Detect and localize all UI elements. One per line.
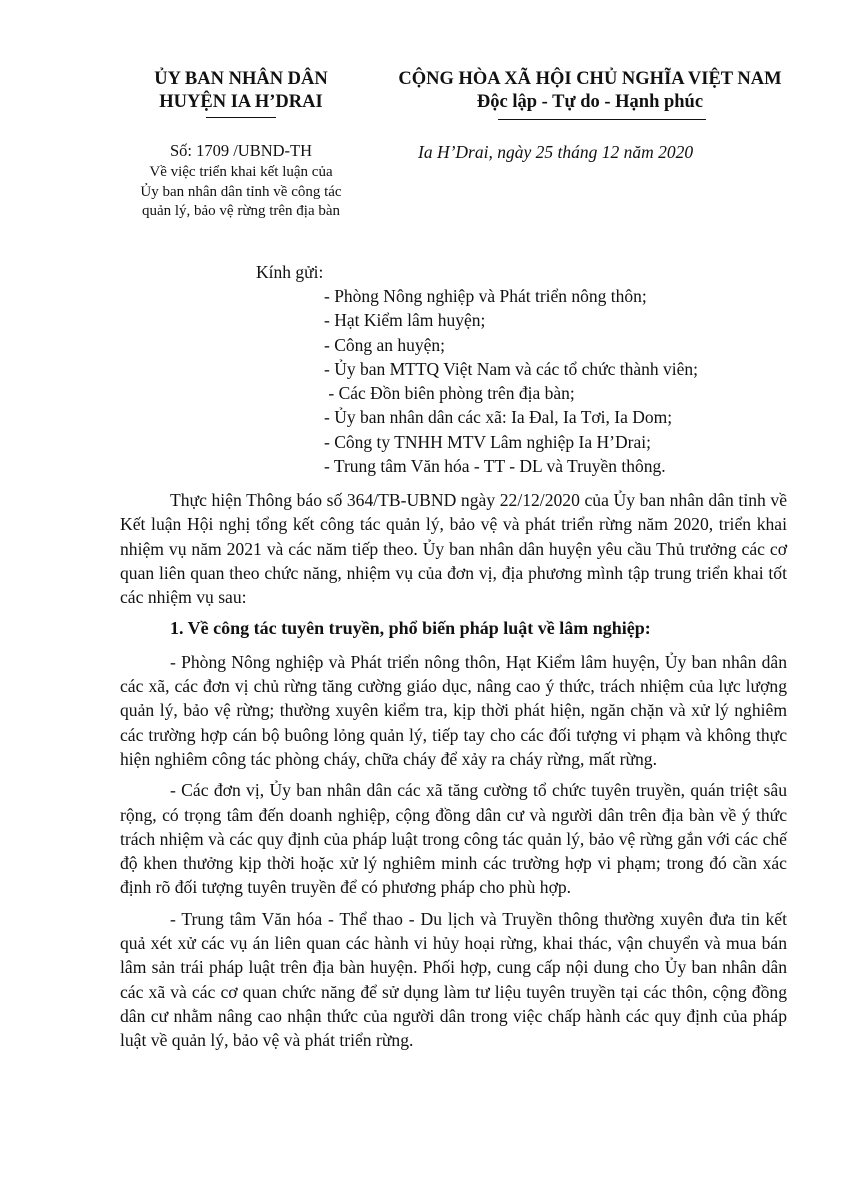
place-and-date: Ia H’Drai, ngày 25 tháng 12 năm 2020: [418, 142, 694, 162]
authority-line-1: ỦY BAN NHÂN DÂN: [154, 69, 328, 89]
summary-line: Về việc triển khai kết luận của: [149, 164, 333, 180]
summary-line: quản lý, bảo vệ rừng trên địa bàn: [141, 203, 341, 219]
recipient-item: - Các Đồn biên phòng trên địa bàn;: [324, 383, 575, 404]
recipients-label: Kính gửi:: [256, 262, 324, 282]
summary-line: Ủy ban nhân dân tỉnh về công tác: [140, 183, 342, 200]
body-paragraph: - Phòng Nông nghiệp và Phát triển nông thôn, Hạt Kiểm lâm huyện, Ủy ban nhân dân các xã, các đơn vị chủ rừng tăng cường giáo dục, nâng cao ý thức, trách nhiệm của lực lượng quản lý, bảo vệ rừng; thường xuyên kiểm tra, kịp thời phát hiện, ngăn chặn và xử lý nghiêm các trường hợp cán bộ buông lỏng quản lý, tiếp tay cho các đối tượng vi phạm và không thực hiện nghiêm công tác phòng cháy, chữa cháy để xảy ra cháy rừng, mất rừng.: [120, 651, 787, 769]
motto-underline: [498, 119, 706, 120]
document-number: Số: 1709 /UBND-TH: [169, 141, 313, 160]
document-body: [120, 488, 787, 1060]
national-motto: [370, 68, 810, 114]
section-1-heading: 1. Về công tác tuyên truyền, phổ biến pháp luật về lâm nghiệp:: [170, 618, 651, 639]
issuing-authority: [110, 68, 372, 114]
recipient-item: - Trung tâm Văn hóa - TT - DL và Truyền thông.: [324, 456, 666, 477]
body-paragraph: - Trung tâm Văn hóa - Thể thao - Du lịch và Truyền thông thường xuyên đưa tin kết quả xét xử các vụ án liên quan các hành vi hủy hoại rừng, khai thác, vận chuyển và mua bán lâm sản trái pháp luật trên địa bàn huyện. Phối hợp, cung cấp nội dung cho Ủy ban nhân dân các xã và các cơ quan chức năng để sử dụng làm tư liệu tuyên truyền tại các thôn, cộng đồng dân cư nhằm nâng cao nhận thức của người dân trong việc chấp hành các quy định của pháp luật về quản lý, bảo vệ và phát triển rừng.: [120, 908, 787, 1051]
recipient-item: - Ủy ban MTTQ Việt Nam và các tổ chức thành viên;: [324, 358, 699, 379]
recipient-item: - Ủy ban nhân dân các xã: Ia Đal, Ia Tơi, Ia Dom;: [324, 407, 673, 428]
intro-paragraph: Thực hiện Thông báo số 364/TB-UBND ngày 22/12/2020 của Ủy ban nhân dân tỉnh về Kết luận Hội nghị tổng kết công tác quản lý, bảo vệ và phát triển rừng năm 2020, triển khai nhiệm vụ năm 2021 và các năm tiếp theo. Ủy ban nhân dân huyện yêu cầu Thủ trưởng các cơ quan liên quan theo chức năng, nhiệm vụ của đơn vị, địa phương mình tập trung triển khai tốt các nhiệm vụ sau:: [120, 490, 787, 608]
recipients-list: [324, 284, 804, 478]
recipient-item: - Phòng Nông nghiệp và Phát triển nông thôn;: [324, 286, 647, 306]
motto: Độc lập - Tự do - Hạnh phúc: [476, 92, 704, 112]
body-paragraph: - Các đơn vị, Ủy ban nhân dân các xã tăng cường tổ chức tuyên truyền, quán triệt sâu rộng, có trọng tâm đến doanh nghiệp, cộng đồng dân cư và người dân trên địa bàn về ý thức trách nhiệm và các quy định của pháp luật trong công tác quản lý, bảo vệ rừng gắn với các chế độ khen thưởng kịp thời hoặc xử lý nghiêm minh các trường hợp vi phạm; trong đó cần xác định rõ đối tượng tuyên truyền để có phương pháp cho phù hợp.: [120, 780, 787, 898]
recipient-item: - Công an huyện;: [324, 334, 446, 355]
authority-line-2: HUYỆN IA H’DRAI: [159, 92, 323, 112]
authority-underline: [206, 117, 276, 118]
recipient-item: - Công ty TNHH MTV Lâm nghiệp Ia H’Drai;: [324, 431, 651, 452]
document-summary: [110, 163, 372, 222]
recipient-item: - Hạt Kiểm lâm huyện;: [324, 310, 486, 331]
country-name: CỘNG HÒA XÃ HỘI CHỦ NGHĨA VIỆT NAM: [398, 69, 782, 89]
